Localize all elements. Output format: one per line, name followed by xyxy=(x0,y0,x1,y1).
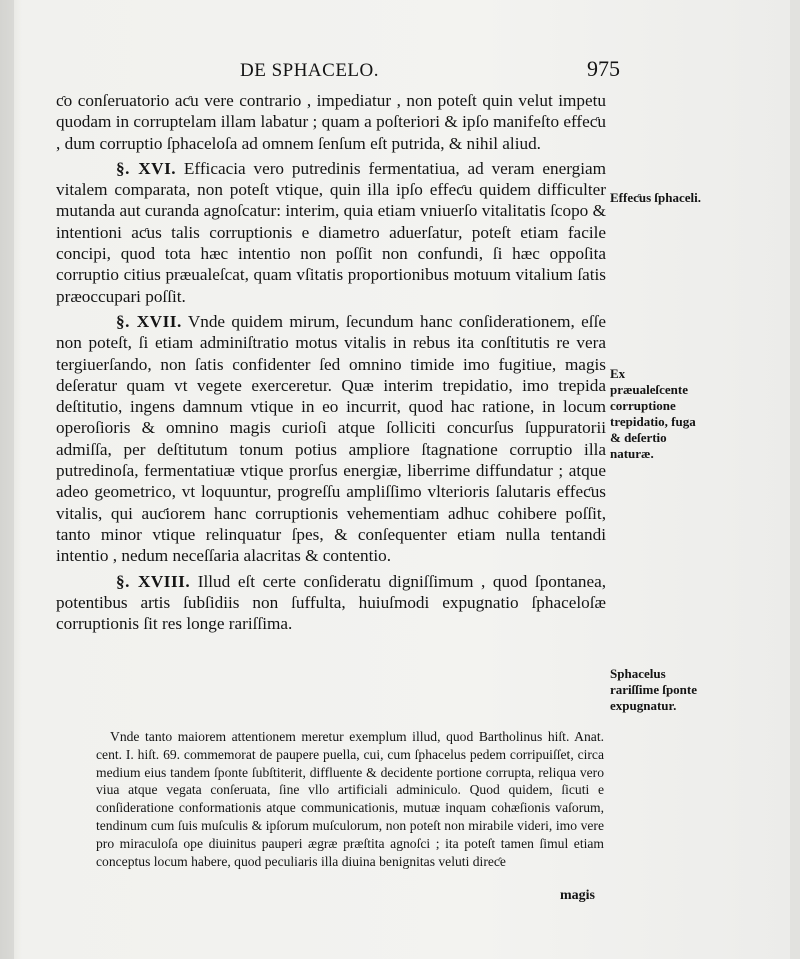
paragraph-text: Efficacia vero putredinis fermentatiua, ad veram energiam vitalem comparata, non poteſt vtique, quin illa ipſo effeƈu quidem difficulter mutanda aut curanda agnoſcatur: interim, quia etiam vniuerſo vitalitatis ſcopo & intentioni aƈus talis corruptionis e diametro aduerſatur, poteſt etiam facile concipi, quod tota hæc intentio non poſſit non confundi, ſi hæc oppoſita corruptio citius præualeſcat, quam vſitatis proportionibus motuum vitalium ſatis præoccupari poſſit. xyxy=(56,158,606,306)
section-number: §. XVIII. xyxy=(116,571,191,591)
paragraph-text: ƈo conſeruatorio aƈu vere contrario , impediatur , non poteſt quin velut impetu quodam in corruptelam illam labatur ; quam a poſteriori & ipſo manifeſto effeƈu , dum corruptio ſphaceloſa ad omnem ſenſum eſt putrida, & nihil aliud. xyxy=(56,91,606,153)
section-number: §. XVII. xyxy=(116,311,182,331)
paragraph-text: Illud eſt certe conſideratu digniſſimum , quod ſpontanea, potentibus artis ſubſidiis non ſuffulta, huiuſmodi expugnatio ſphaceloſæ corruptionis ſit res longe rariſſima. xyxy=(56,571,607,634)
section-number: §. XVI. xyxy=(116,158,177,178)
paragraph-xvii xyxy=(56,311,606,567)
main-text xyxy=(56,90,606,638)
paragraph-text: Vnde quidem mirum, ſecundum hanc conſiderationem, eſſe non poteſt, ſi etiam adminiſtratio motus vitalis in rebus ita conſtitutis re vera tergiuerſando, non ſatis confidenter ſed omnino timide imo fugitiue, magis deſeratur quam vt vegete exerceretur. Quæ interim trepidatio, imo trepida deſtitutio, ingens damnum vtique in eo incurrit, quod hac ratione, in locum operoſioris & omnino magis curioſi atque ſolliciti concurſus ſuppuratorii admiſſa, per deſtitutum tonum potius ampliore ſtagnatione corruptio illa putredinoſa, fermentatiuæ vtique prorſus energiæ, liberrime diffundatur ; atque adeo geometrico, vt loquuntur, progreſſu ampliſſimo vlterioris ſalutaris effeƈus vitalis, qui auƈiorem hanc corruptionis vehementiam adhuc cohibere poſſit, tanto minor vtique relinquatur ſpes, & conſequenter etiam nulla tentandi intentio , nedum neceſſaria alacritas & contentio. xyxy=(56,311,606,566)
margin-note-1: Effeƈus ſphaceli. xyxy=(610,190,701,205)
margin-note-2: Ex præualeſcente corruptione trepidatio, fuga & deſertio naturæ. xyxy=(610,366,696,461)
page-number: 975 xyxy=(587,56,620,81)
margin-note-3: Sphacelus rariſſime ſponte expugnatur. xyxy=(610,666,698,713)
catchword: magis xyxy=(560,888,595,903)
paragraph-xviii xyxy=(56,571,606,635)
paragraph-xvi xyxy=(56,158,606,307)
running-title: DE SPHACELO. xyxy=(240,60,380,81)
paragraph-continuation xyxy=(56,90,606,154)
page-header xyxy=(240,56,620,82)
footnote-paragraph: Vnde tanto maiorem attentionem meretur exemplum illud, quod Bartholinus hiſt. Anat. cent. I. hiſt. 69. commemorat de paupere puella, cui, cum ſphacelus pedem corripuiſſet, circa medium eius tandem ſponte ſubſtiterit, diffluente & decidente portione corrupta, reliqua vero viua atque vegata conſeruata, ſine vllo artificiali adminiculo. Quod quidem, ſicuti e conſideratione conformationis atque communicationis, mutuæ inquam cohæſionis vaſorum, tendinum cum ſuis muſculis & ipſorum muſculorum, non poteſt non mirabile videri, imo vere pro miraculoſa ope diuinitus pauperi ægræ præſtita agnoſci ; ita poteſt tamen ſimul etiam conceptus locum habere, quod peculiaris illa diuina benignitas veluti direƈe xyxy=(96,729,604,869)
